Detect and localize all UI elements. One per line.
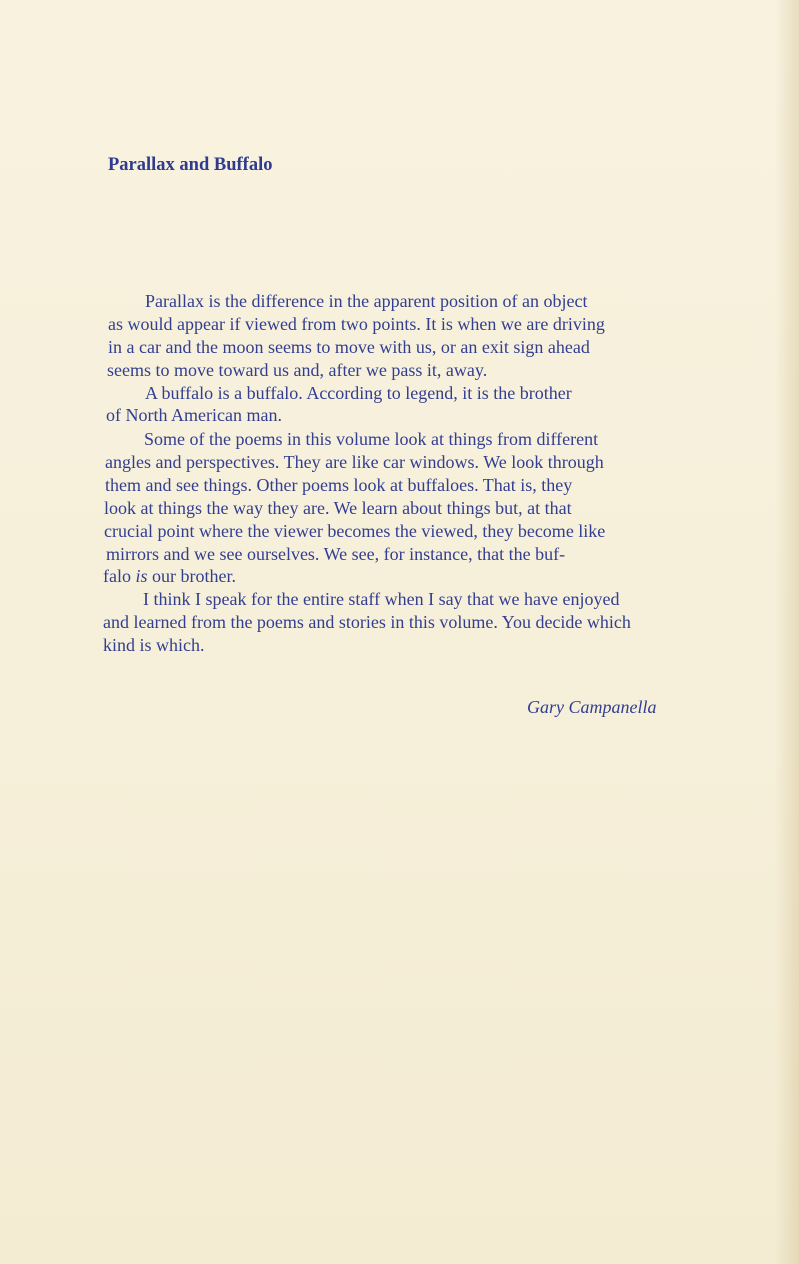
- paragraph-line: angles and perspectives. They are like car windows. We look through: [105, 452, 604, 472]
- paragraph-line: kind is which.: [103, 635, 205, 655]
- paragraph-line: in a car and the moon seems to move with us, or an exit sign ahead: [108, 337, 590, 357]
- paragraph-line: seems to move toward us and, after we pass it, away.: [107, 360, 488, 380]
- line-text-end: our brother.: [147, 566, 236, 586]
- paragraph-line: as would appear if viewed from two points. It is when we are driving: [108, 314, 605, 334]
- paragraph-line: Parallax is the difference in the apparent position of an object: [145, 291, 588, 311]
- emphasis-word: is: [135, 566, 148, 586]
- paragraph-line: crucial point where the viewer becomes the viewed, they become like: [104, 521, 606, 541]
- paragraph-line: and learned from the poems and stories in this volume. You decide which: [103, 612, 631, 632]
- line-text-start: falo: [103, 566, 136, 586]
- paragraph-line: [103, 565, 236, 587]
- page-title: Parallax and Buffalo: [108, 155, 273, 175]
- paragraph-line: them and see things. Other poems look at buffaloes. That is, they: [105, 475, 573, 495]
- paragraph-line: look at things the way they are. We learn about things but, at that: [104, 498, 572, 518]
- paragraph-line: Some of the poems in this volume look at things from different: [144, 429, 599, 449]
- paragraph-line: mirrors and we see ourselves. We see, for instance, that the buf-: [106, 544, 566, 564]
- author-signature: Gary Campanella: [527, 697, 657, 717]
- paragraph-line: A buffalo is a buffalo. According to legend, it is the brother: [145, 383, 572, 403]
- paragraph-line: I think I speak for the entire staff when I say that we have enjoyed: [143, 589, 620, 609]
- paragraph-line: of North American man.: [106, 405, 282, 425]
